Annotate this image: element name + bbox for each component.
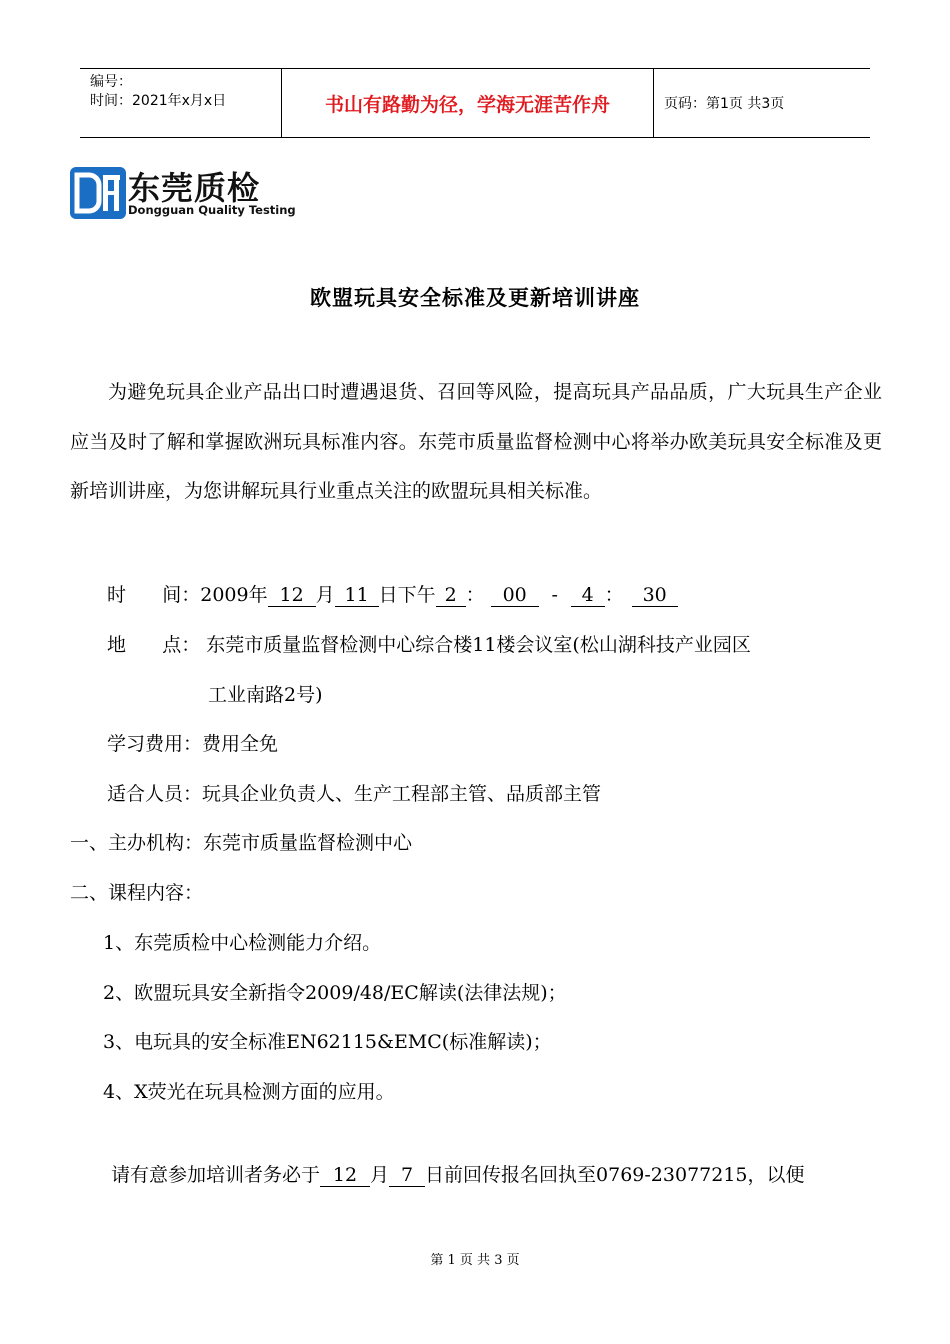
page-footer: 第 1 页 共 3 页 (430, 1253, 520, 1268)
list-item: 2、欧盟玩具安全新指令2009/48/EC解读(法律法规)； (103, 982, 567, 1004)
document-date: 时间：2021年x月x日 (90, 93, 227, 109)
time-dash: - (551, 584, 558, 606)
audience-value: 玩具企业负责人、生产工程部主管、品质部主管 (202, 783, 602, 805)
fee-label: 学习费用： (107, 733, 203, 755)
fee-value: 费用全免 (202, 733, 279, 755)
time-end-minute: 30 (632, 584, 678, 607)
place-line-2: 工业南路2号) (208, 684, 323, 706)
place-label: 地 点： (107, 634, 201, 656)
header-meta (80, 69, 281, 137)
document-number-label: 编号： (90, 74, 132, 90)
closing-month-unit: 月 (370, 1164, 390, 1186)
list-item: 3、电玩具的安全标准EN62115&EMC(标准解读)； (103, 1031, 552, 1053)
time-year: 2009年 (200, 584, 268, 606)
dqt-logo-icon (70, 165, 126, 221)
course-heading: 二、课程内容： (70, 882, 204, 904)
time-line (107, 580, 678, 607)
time-sep-2: ： (604, 584, 624, 606)
closing-pre: 请有意参加培训者务必于 (111, 1164, 321, 1186)
closing-post: 日前回传报名回执至0769-23077215，以便 (425, 1164, 805, 1186)
time-month-unit: 月 (315, 584, 335, 606)
list-item: 4、X荧光在玩具检测方面的应用。 (103, 1081, 395, 1103)
document-header (80, 68, 870, 138)
time-sep: ： (465, 584, 485, 606)
header-page-code: 页码：第1页 共3页 (664, 96, 785, 112)
time-month: 12 (268, 584, 316, 607)
time-end-hour: 4 (571, 584, 605, 607)
organizer-line (70, 828, 412, 855)
fee-line (107, 729, 278, 756)
place-line (107, 630, 751, 657)
time-day: 11 (335, 584, 379, 607)
closing-line (111, 1160, 805, 1187)
logo-name-cn: 东莞质检 (128, 169, 261, 207)
logo-name-en: Dongguan Quality Testing (128, 203, 296, 217)
document-title: 欧盟玩具安全标准及更新培训讲座 (310, 285, 640, 310)
list-item: 1、东莞质检中心检测能力介绍。 (103, 932, 382, 954)
company-logo (70, 165, 300, 225)
intro-paragraph: 为避免玩具企业产品出口时遭遇退货、召回等风险，提高玩具产品品质，广大玩具生产企业应当及时了解和掌握欧洲玩具标准内容。东莞市质量监督检测中心将举办欧美玩具安全标准及更新培训讲座，为您讲解玩具行业重点关注的欧盟玩具相关标准。 (70, 381, 882, 502)
time-day-unit: 日下午 (378, 584, 436, 606)
organizer-label: 一、主办机构： (70, 832, 204, 854)
time-label: 时 间： (107, 584, 201, 606)
place-value: 东莞市质量监督检测中心综合楼11楼会议室(松山湖科技产业园区 (206, 634, 751, 656)
closing-day: 7 (389, 1164, 425, 1187)
time-start-minute: 00 (491, 584, 539, 607)
audience-line (107, 779, 601, 806)
time-start-hour: 2 (436, 584, 466, 607)
header-motto: 书山有路勤为径，学海无涯苦作舟 (281, 69, 654, 137)
closing-month: 12 (320, 1164, 370, 1187)
organizer-value: 东莞市质量监督检测中心 (203, 832, 413, 854)
audience-label: 适合人员： (107, 783, 203, 805)
